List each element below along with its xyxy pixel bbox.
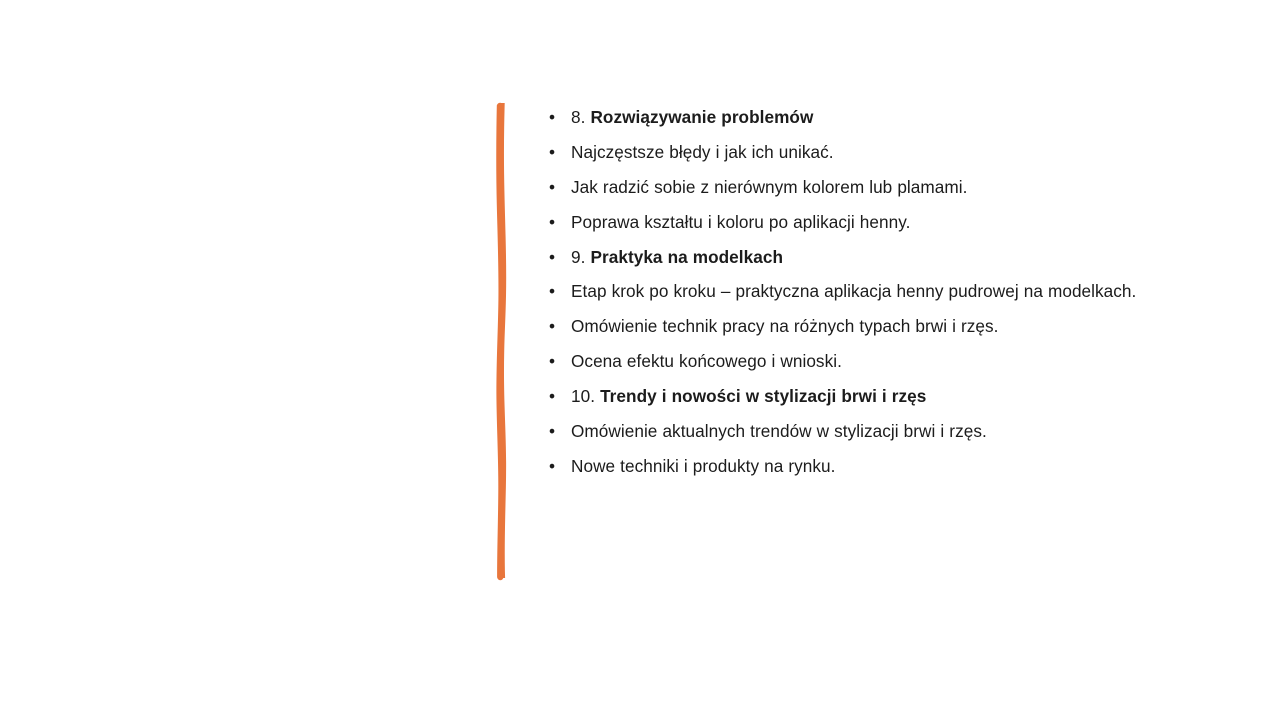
- list-item-text: Nowe techniki i produkty na rynku.: [571, 455, 836, 476]
- bullet-content-block: [548, 106, 1148, 477]
- bullet-dot-icon: •: [549, 421, 556, 442]
- list-item-bold-text: Rozwiązywanie problemów: [590, 107, 814, 127]
- bullet-dot-icon: •: [549, 351, 556, 372]
- bullet-list: [548, 106, 1148, 477]
- bullet-dot-icon: •: [549, 281, 556, 302]
- bullet-dot-icon: •: [549, 107, 556, 127]
- list-item: [548, 246, 1148, 268]
- bullet-dot-icon: •: [549, 316, 556, 337]
- list-item-bold-text: Trendy i nowości w stylizacji brwi i rzęs: [600, 386, 927, 407]
- list-item-number: 8.: [571, 107, 591, 127]
- list-item-text: Omówienie technik pracy na różnych typach brwi i rzęs.: [571, 316, 999, 337]
- orange-accent-bar: [490, 100, 518, 590]
- list-item: [548, 315, 1148, 337]
- list-item: [548, 280, 1148, 302]
- list-item: [548, 455, 1148, 477]
- list-item-text: Najczęstsze błędy i jak ich unikać.: [571, 141, 834, 162]
- list-item: [548, 176, 1148, 198]
- list-item: [548, 106, 1148, 128]
- brush-stroke-icon: [490, 100, 518, 590]
- list-item: [548, 420, 1148, 442]
- bullet-dot-icon: •: [549, 176, 556, 197]
- list-item-text: Jak radzić sobie z nierównym kolorem lub plamami.: [571, 176, 968, 197]
- bullet-dot-icon: •: [549, 141, 556, 162]
- list-item: [548, 141, 1148, 163]
- list-item-number: 9.: [571, 246, 591, 267]
- bullet-dot-icon: •: [549, 386, 556, 407]
- list-item-text: Ocena efektu końcowego i wnioski.: [571, 351, 842, 372]
- bullet-dot-icon: •: [549, 246, 556, 267]
- list-item: [548, 385, 1148, 407]
- bullet-dot-icon: •: [549, 211, 556, 232]
- list-item-text: Etap krok po kroku – praktyczna aplikacja henny pudrowej na modelkach.: [571, 281, 1137, 302]
- list-item-number: 10.: [571, 386, 601, 407]
- list-item: [548, 350, 1148, 372]
- list-item-bold-text: Praktyka na modelkach: [590, 246, 783, 267]
- bullet-dot-icon: •: [549, 455, 556, 476]
- list-item-text: Poprawa kształtu i koloru po aplikacji henny.: [571, 211, 911, 232]
- list-item: [548, 211, 1148, 233]
- list-item-text: Omówienie aktualnych trendów w stylizacji brwi i rzęs.: [571, 421, 987, 442]
